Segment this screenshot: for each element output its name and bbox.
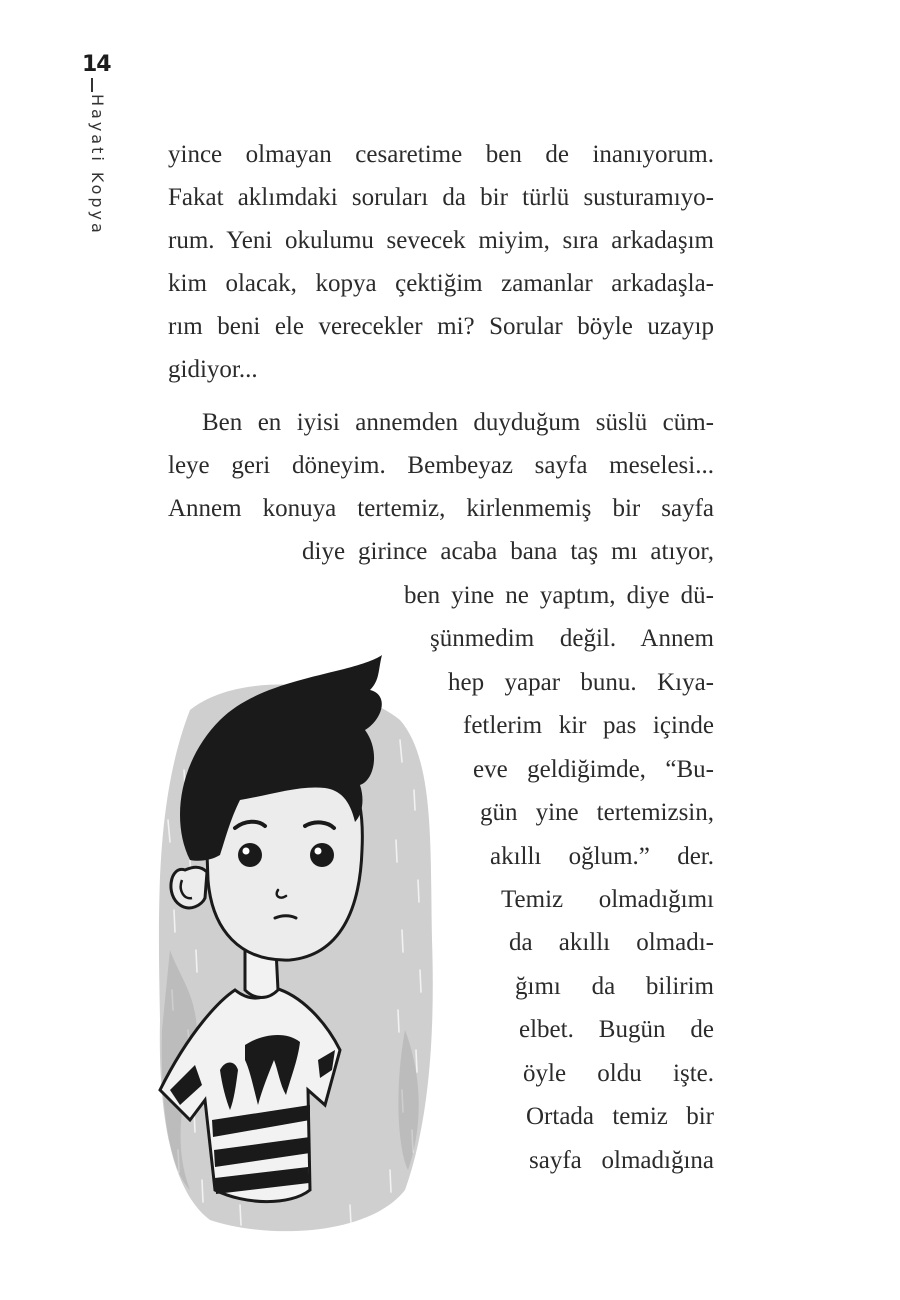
page-number: 14 bbox=[82, 52, 111, 77]
text-line: Fakat aklımdaki soruları da bir türlü susturamıyo- bbox=[168, 184, 714, 211]
text-line: hep yapar bunu. Kıya- bbox=[448, 669, 714, 696]
text-line: da akıllı olmadı- bbox=[509, 929, 714, 956]
text-line: Ortada temiz bir bbox=[526, 1103, 714, 1130]
ear bbox=[171, 867, 207, 908]
text-line: ğımı da bilirim bbox=[515, 973, 714, 1000]
running-title: Hayati Kopya bbox=[88, 94, 107, 236]
text-line: leye geri döneyim. Bembeyaz sayfa meselesi... bbox=[168, 452, 714, 479]
text-line: yince olmayan cesaretime ben de inanıyorum. bbox=[168, 141, 714, 168]
text-line: rım beni ele verecekler mi? Sorular böyle uzayıp bbox=[168, 313, 714, 340]
text-line: Temiz olmadığımı bbox=[501, 886, 714, 913]
text-line: öyle oldu işte. bbox=[523, 1060, 714, 1087]
text-line: akıllı oğlum.” der. bbox=[490, 843, 714, 870]
text-line: gün yine tertemizsin, bbox=[480, 799, 714, 826]
boy-illustration bbox=[150, 650, 440, 1240]
text-line: fetlerim kir pas içinde bbox=[463, 712, 714, 739]
text-line: Annem konuya tertemiz, kirlenmemiş bir sayfa bbox=[168, 495, 714, 522]
text-line: şünmedim değil. Annem bbox=[430, 625, 714, 652]
text-line: Ben en iyisi annemden duyduğum süslü cüm- bbox=[202, 409, 714, 436]
text-line: diye girince acaba bana taş mı atıyor, bbox=[302, 538, 714, 565]
text-line: kim olacak, kopya çektiğim zamanlar arkadaşla- bbox=[168, 270, 714, 297]
text-line: eve geldiğimde, “Bu- bbox=[473, 756, 714, 783]
text-line: sayfa olmadığına bbox=[529, 1147, 714, 1174]
left-eye bbox=[238, 843, 262, 867]
text-line: rum. Yeni okulumu sevecek miyim, sıra arkadaşım bbox=[168, 227, 714, 254]
header-divider bbox=[91, 78, 93, 92]
text-line: elbet. Bugün de bbox=[519, 1016, 714, 1043]
text-line: ben yine ne yaptım, diye dü- bbox=[404, 582, 714, 609]
text-line: gidiyor... bbox=[168, 356, 258, 383]
right-eye bbox=[310, 843, 334, 867]
